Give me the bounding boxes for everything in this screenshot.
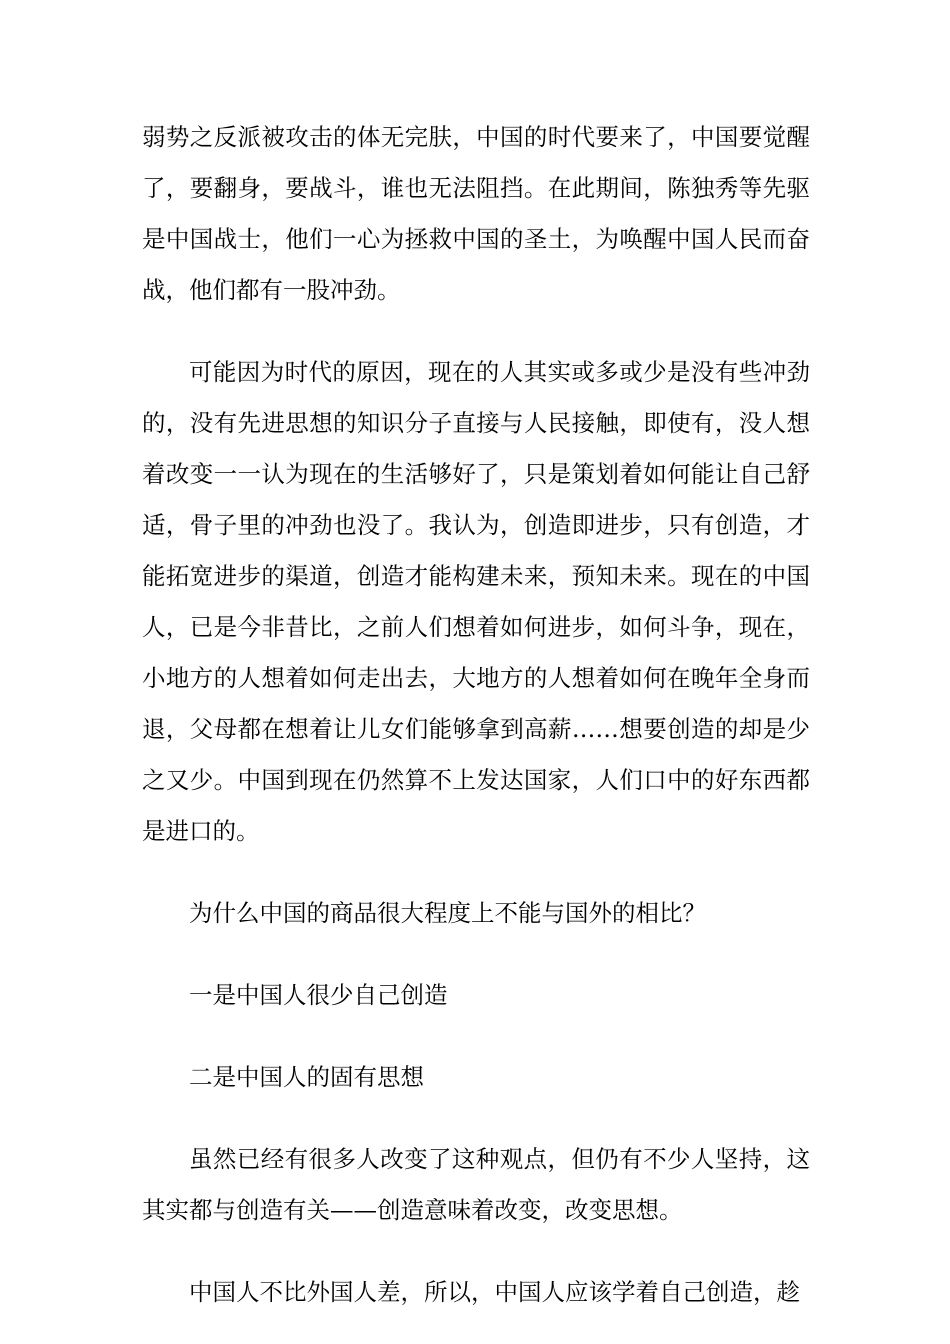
text-line: 虽然已经有很多人改变了这种观点，但仍有不少人坚持，这 xyxy=(189,1145,810,1173)
text-line: 二是中国人的固有思想 xyxy=(189,1063,424,1091)
text-line: 一是中国人很少自己创造 xyxy=(189,981,448,1009)
text-line: 是进口的。 xyxy=(142,817,260,845)
paragraph-gap xyxy=(142,1103,810,1134)
text-line: 其实都与创造有关——创造意味着改变，改变思想。 xyxy=(142,1196,683,1224)
text-line: 中国人不比外国人差，所以，中国人应该学着自己创造，趁 xyxy=(189,1278,800,1306)
body-paragraph xyxy=(142,1052,810,1103)
text-line: 退，父母都在想着让儿女们能够拿到高薪……想要创造的却是少 xyxy=(142,715,810,743)
paragraph-gap xyxy=(142,1236,810,1267)
paragraph-gap xyxy=(142,1021,810,1052)
text-line: 着改变一一认为现在的生活够好了，只是策划着如何能让自己舒 xyxy=(142,460,810,488)
text-line: 战，他们都有一股冲劲。 xyxy=(142,276,401,304)
text-line: 为什么中国的商品很大程度上不能与国外的相比？ xyxy=(189,899,706,927)
text-line: 是中国战士，他们一心为拯救中国的圣土，为唤醒中国人民而奋 xyxy=(142,225,810,253)
body-paragraph xyxy=(142,347,810,857)
text-line: 人，已是今非昔比，之前人们想着如何进步，如何斗争，现在， xyxy=(142,613,810,641)
body-paragraph xyxy=(142,1134,810,1236)
text-line: 弱势之反派被攻击的体无完肤，中国的时代要来了，中国要觉醒 xyxy=(142,123,810,151)
body-paragraph xyxy=(142,888,810,939)
text-line: 能拓宽进步的渠道，创造才能构建未来，预知未来。现在的中国 xyxy=(142,562,810,590)
text-line: 之又少。中国到现在仍然算不上发达国家，人们口中的好东西都 xyxy=(142,766,810,794)
paragraph-gap xyxy=(142,316,810,347)
text-line: 的，没有先进思想的知识分子直接与人民接触，即使有，没人想 xyxy=(142,409,810,437)
body-paragraph xyxy=(142,1267,810,1318)
text-line: 小地方的人想着如何走出去，大地方的人想着如何在晚年全身而 xyxy=(142,664,810,692)
paragraph-gap xyxy=(142,857,810,888)
text-line: 适，骨子里的冲劲也没了。我认为，创造即进步，只有创造，才 xyxy=(142,511,810,539)
text-line: 可能因为时代的原因，现在的人其实或多或少是没有些冲劲 xyxy=(189,358,810,386)
text-line: 了，要翻身，要战斗，谁也无法阻挡。在此期间，陈独秀等先驱 xyxy=(142,174,810,202)
body-paragraph xyxy=(142,112,810,316)
paragraph-gap xyxy=(142,939,810,970)
document-page xyxy=(142,112,810,1318)
body-paragraph xyxy=(142,970,810,1021)
